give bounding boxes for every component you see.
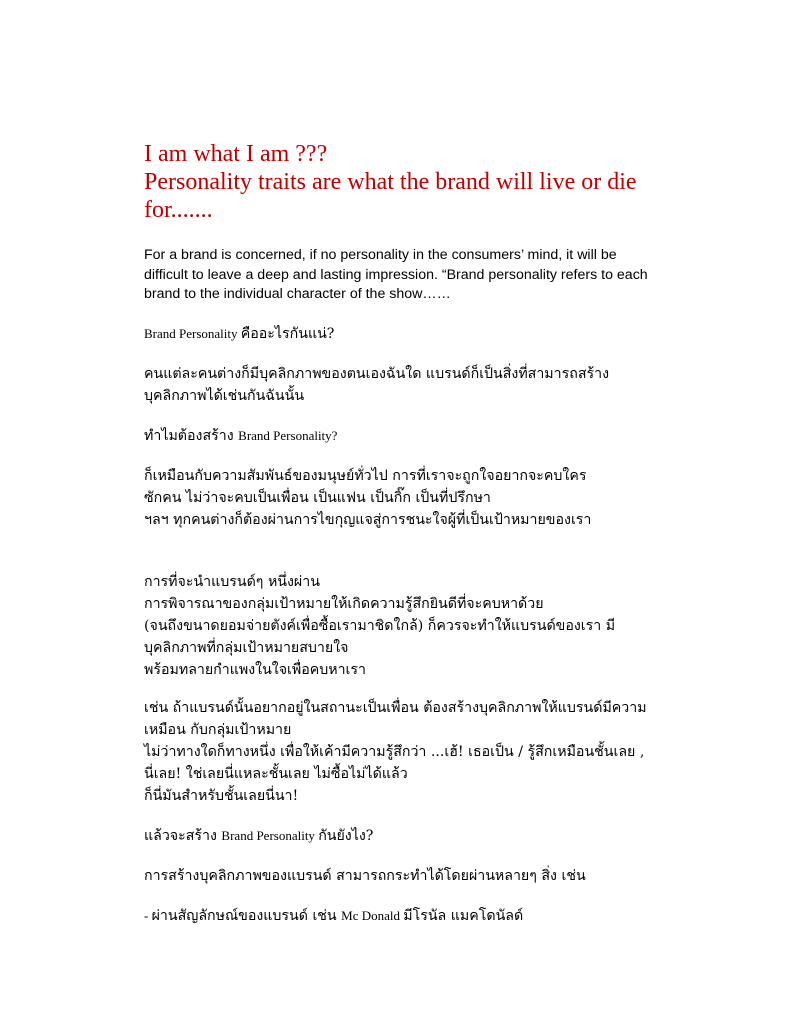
paragraph-personality-analogy: คนแต่ละคนต่างก็มีบุคลิกภาพของตนเองฉันใด แบรนด์ก็เป็นสิ่งที่สามารถสร้างบุคลิกภาพได้เช่นกันฉันนั้น (144, 365, 610, 404)
q3-latin-text: Brand Personality (221, 827, 319, 843)
p6-latin-text: Mc Donald (341, 907, 404, 923)
list-item-brand-symbol (144, 905, 654, 927)
list-dash: - (144, 907, 152, 923)
document-page (144, 140, 654, 927)
q3-thai-text-1: แล้วจะสร้าง (144, 827, 222, 844)
q1-thai-text: คืออะไรกันแน่? (240, 325, 335, 342)
document-title (144, 140, 654, 224)
question-what-is-brand-personality (144, 323, 654, 345)
question-how-to-build (144, 825, 654, 847)
question-why-build-brand-personality (144, 425, 654, 447)
paragraph-human-relationship: ก็เหมือนกับความสัมพันธ์ของมนุษย์ทั่วไป การที่เราจะถูกใจอยากจะคบใคร ซักคน ไม่ว่าจะคบเป็นเพื่อน เป็นแฟน เป็นกิ๊ก เป็นที่ปรึกษา ฯลฯ ทุกคนต่างก็ต้องผ่านการไขกุญแจสู่การชนะใจผู้ที่เป็นเป้าหมายของเรา (144, 467, 592, 528)
paragraph-ways-to-build: การสร้างบุคลิกภาพของแบรนด์ สามารถกระทำได้โดยผ่านหลายๆ สิ่ง เช่น (144, 867, 586, 884)
paragraph-target-group: การที่จะนำแบรนด์ๆ หนึ่งผ่าน การพิจารณาของกลุ่มเป้าหมายให้เกิดความรู้สึกยินดีที่จะคบหาด้วย (จนถึงขนาดยอมจ่ายตังค์เพื่อซื้อเรามาชิดใกล้) ก็ควรจะทำให้แบรนด์ของเรา มีบุคลิกภาพที่กลุ่มเป้าหมายสบายใจ พร้อมทลายกำแพงในใจเพื่อคบหาเรา (144, 573, 616, 678)
q3-thai-text-2: กันยังไง? (318, 827, 374, 844)
intro-paragraph: For a brand is concerned, if no personality in the consumers’ mind, it will be difficult to leave a deep and lasting impression. “Brand personality refers to each brand to the individual character of the show…… (144, 247, 648, 302)
p6-thai-text-1: ผ่านสัญลักษณ์ของแบรนด์ เช่น (151, 907, 342, 924)
q2-latin-text: Brand Personality? (238, 427, 338, 443)
q2-thai-text: ทำไมต้องสร้าง (144, 427, 239, 444)
title-line-2: Personality traits are what the brand will live or die for....... (144, 169, 637, 223)
p6-thai-text-2: มีโรนัล แมคโดนัลด์ (403, 907, 524, 924)
q1-latin-text: Brand Personality (144, 325, 241, 341)
title-line-1: I am what I am ??? (144, 141, 328, 167)
paragraph-friend-example: เช่น ถ้าแบรนด์นั้นอยากอยู่ในสถานะเป็นเพื่อน ต้องสร้างบุคลิกภาพให้แบรนด์มีความเหมือน กับกลุ่มเป้าหมาย ไม่ว่าทางใดก็ทางหนึ่ง เพื่อให้เค้ามีความรู้สึกว่า ...เฮ้! เธอเป็น / รู้สึกเหมือนชั้นเลย , นี่เลย! ใช่เลยนี่แหละชั้นเลย ไม่ซื้อไม่ได้แล้ว ก็นี่มันสำหรับชั้นเลยนี่นา! (144, 699, 647, 804)
